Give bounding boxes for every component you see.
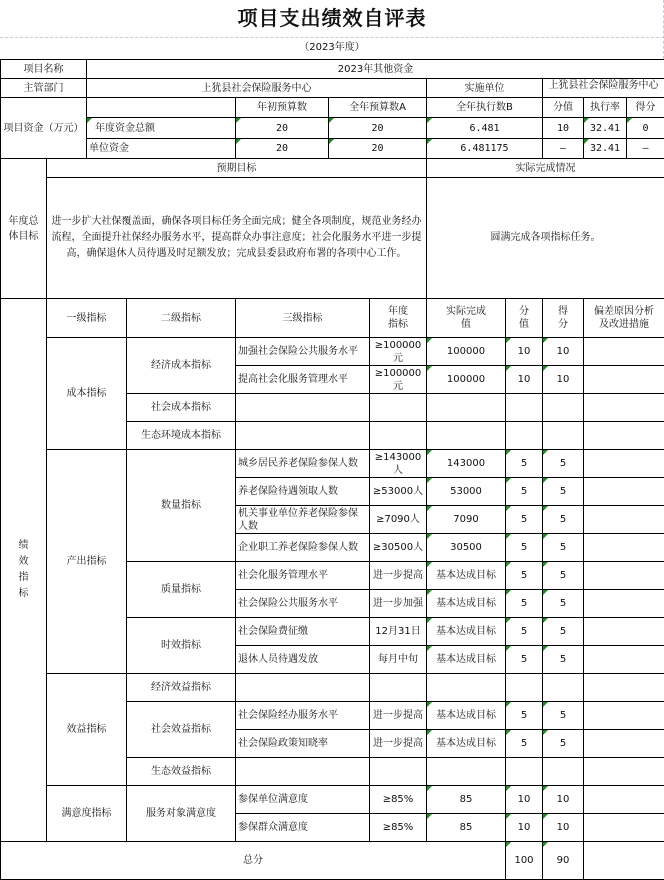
funds-header-score: 得分	[627, 98, 664, 118]
project-info-table	[0, 59, 664, 159]
total-deviation[interactable]	[584, 842, 664, 880]
indicator-deviation[interactable]	[584, 730, 664, 758]
header-level2: 二级指标	[127, 299, 236, 338]
indicator-target[interactable]: ≥143000人	[370, 450, 427, 478]
header-target	[370, 299, 427, 338]
indicator-score[interactable]: 10	[543, 786, 584, 814]
indicator-name[interactable]	[236, 394, 370, 422]
fund-weight[interactable]: 10	[543, 118, 584, 139]
indicator-row	[1, 674, 664, 702]
indicator-actual[interactable]: 基本达成目标	[427, 702, 506, 730]
header-weight-text: 分值	[519, 306, 529, 330]
header-deviation-text: 偏差原因分析及改进措施	[594, 306, 654, 330]
indicator-score[interactable]: 5	[543, 506, 584, 534]
indicator-name: 养老保险待遇领取人数	[236, 478, 370, 506]
goals-label	[1, 159, 47, 299]
funds-label	[1, 98, 87, 159]
indicator-score[interactable]: 5	[543, 618, 584, 646]
indicator-deviation[interactable]	[584, 646, 664, 674]
indicator-deviation[interactable]	[584, 590, 664, 618]
indicator-deviation[interactable]	[584, 422, 664, 450]
indicator-target[interactable]: 每月中旬	[370, 646, 427, 674]
level2-eco-cost: 生态环境成本指标	[127, 422, 236, 450]
goals-table	[0, 158, 664, 299]
indicator-weight[interactable]: 5	[506, 562, 543, 590]
fund-rate[interactable]: 32.41	[584, 118, 627, 139]
indicator-target[interactable]: ≥7090人	[370, 506, 427, 534]
funds-header-weight: 分值	[543, 98, 584, 118]
total-label: 总分	[1, 842, 506, 880]
indicator-name: 退休人员待遇发放	[236, 646, 370, 674]
level2-social-cost: 社会成本指标	[127, 394, 236, 422]
fund-name: 单位资金	[87, 139, 236, 159]
indicator-actual[interactable]: 30500	[427, 534, 506, 562]
level2-economic-cost: 经济成本指标	[127, 338, 236, 394]
indicator-actual[interactable]: 85	[427, 814, 506, 842]
indicator-target[interactable]: ≥100000元	[370, 366, 427, 394]
level2-eco-benefit: 生态效益指标	[127, 758, 236, 786]
indicator-name: 加强社会保险公共服务水平	[236, 338, 370, 366]
indicator-name[interactable]	[236, 758, 370, 786]
indicator-row	[1, 786, 664, 814]
indicator-row	[1, 338, 664, 366]
indicator-score[interactable]: 5	[543, 450, 584, 478]
indicator-score[interactable]	[543, 758, 584, 786]
total-row	[1, 842, 664, 880]
header-weight	[506, 299, 543, 338]
indicator-weight[interactable]	[506, 758, 543, 786]
indicator-name: 社会化服务管理水平	[236, 562, 370, 590]
indicator-weight[interactable]	[506, 422, 543, 450]
level2-economic-benefit: 经济效益指标	[127, 674, 236, 702]
indicators-side-label-text: 绩效指标	[18, 540, 29, 599]
level2-quantity: 数量指标	[127, 450, 236, 562]
funds-row	[1, 118, 664, 139]
indicator-actual[interactable]: 143000	[427, 450, 506, 478]
indicator-deviation[interactable]	[584, 338, 664, 366]
total-weight[interactable]: 100	[506, 842, 543, 880]
indicator-weight[interactable]: 5	[506, 730, 543, 758]
total-score[interactable]: 90	[543, 842, 584, 880]
header-actual-text: 实际完成值	[446, 306, 486, 330]
indicators-side-label	[1, 299, 47, 842]
indicator-weight[interactable]: 10	[506, 338, 543, 366]
indicator-deviation[interactable]	[584, 450, 664, 478]
header-score	[543, 299, 584, 338]
indicator-score[interactable]: 5	[543, 590, 584, 618]
indicator-score[interactable]: 5	[543, 562, 584, 590]
indicator-deviation[interactable]	[584, 394, 664, 422]
indicator-name[interactable]	[236, 422, 370, 450]
indicator-weight[interactable]: 5	[506, 702, 543, 730]
indicator-target[interactable]: ≥30500人	[370, 534, 427, 562]
indicator-weight[interactable]: 5	[506, 646, 543, 674]
indicator-deviation[interactable]	[584, 534, 664, 562]
indicator-name: 社会保险政策知晓率	[236, 730, 370, 758]
indicator-target[interactable]: ≥85%	[370, 786, 427, 814]
header-level1: 一级指标	[47, 299, 127, 338]
indicator-score[interactable]	[543, 674, 584, 702]
indicator-row	[1, 450, 664, 478]
fund-executed[interactable]: 6.481175	[427, 139, 543, 159]
indicator-weight[interactable]: 10	[506, 366, 543, 394]
indicator-name: 机关事业单位养老保险参保人数	[236, 506, 370, 534]
indicator-target[interactable]: ≥85%	[370, 814, 427, 842]
fund-annual[interactable]: 20	[329, 118, 427, 139]
indicator-deviation[interactable]	[584, 478, 664, 506]
indicator-name: 企业职工养老保险参保人数	[236, 534, 370, 562]
dept-label: 主管部门	[1, 79, 87, 98]
indicator-score[interactable]: 5	[543, 478, 584, 506]
indicator-score[interactable]: 5	[543, 702, 584, 730]
indicators-table	[0, 298, 664, 880]
indicator-weight[interactable]: 10	[506, 786, 543, 814]
indicator-actual[interactable]: 基本达成目标	[427, 618, 506, 646]
indicator-name: 社会保险费征缴	[236, 618, 370, 646]
funds-header-annual: 全年预算数A	[329, 98, 427, 118]
indicator-score[interactable]	[543, 394, 584, 422]
indicator-target[interactable]: 进一步加强	[370, 590, 427, 618]
level2-timeliness: 时效指标	[127, 618, 236, 674]
fund-initial[interactable]: 20	[236, 139, 329, 159]
fund-initial[interactable]: 20	[236, 118, 329, 139]
level2-social-benefit: 社会效益指标	[127, 702, 236, 758]
indicator-target[interactable]: 12月31日	[370, 618, 427, 646]
indicator-target[interactable]: ≥53000人	[370, 478, 427, 506]
indicator-actual[interactable]: 7090	[427, 506, 506, 534]
indicator-actual[interactable]	[427, 422, 506, 450]
indicator-name: 提高社会化服务管理水平	[236, 366, 370, 394]
indicator-target[interactable]: 进一步提高	[370, 562, 427, 590]
goals-label-text: 年度总体目标	[8, 215, 39, 242]
level1-cost: 成本指标	[47, 338, 127, 450]
report-year: （2023年度）	[0, 37, 664, 60]
indicator-target[interactable]: ≥100000元	[370, 338, 427, 366]
indicator-deviation[interactable]	[584, 674, 664, 702]
level1-satisfaction: 满意度指标	[47, 786, 127, 842]
header-actual	[427, 299, 506, 338]
indicator-name: 城乡居民养老保险参保人数	[236, 450, 370, 478]
indicator-actual[interactable]	[427, 674, 506, 702]
indicator-actual[interactable]	[427, 394, 506, 422]
indicator-weight[interactable]: 5	[506, 534, 543, 562]
fund-weight[interactable]: —	[543, 139, 584, 159]
funds-header-initial: 年初预算数	[236, 98, 329, 118]
indicator-weight[interactable]: 5	[506, 450, 543, 478]
indicator-score[interactable]: 5	[543, 534, 584, 562]
indicator-name: 社会保险公共服务水平	[236, 590, 370, 618]
project-name-value[interactable]: 2023年其他资金	[87, 60, 664, 79]
indicator-actual[interactable]: 基本达成目标	[427, 730, 506, 758]
indicator-actual[interactable]: 基本达成目标	[427, 646, 506, 674]
indicator-target[interactable]	[370, 758, 427, 786]
indicator-name[interactable]	[236, 674, 370, 702]
indicator-actual[interactable]: 100000	[427, 366, 506, 394]
header-target-text: 年度指标	[388, 306, 408, 330]
fund-score[interactable]: 0	[627, 118, 664, 139]
indicator-deviation[interactable]	[584, 366, 664, 394]
indicator-actual[interactable]: 85	[427, 786, 506, 814]
indicator-deviation[interactable]	[584, 618, 664, 646]
level1-output: 产出指标	[47, 450, 127, 674]
indicator-deviation[interactable]	[584, 758, 664, 786]
header-deviation	[584, 299, 664, 338]
fund-executed[interactable]: 6.481	[427, 118, 543, 139]
funds-header-executed: 全年执行数B	[427, 98, 543, 118]
indicator-score[interactable]: 10	[543, 366, 584, 394]
header-score-text: 得分	[558, 306, 568, 330]
indicator-deviation[interactable]	[584, 702, 664, 730]
indicator-target[interactable]	[370, 422, 427, 450]
impl-value[interactable]: 上犹县社会保险服务中心	[543, 79, 664, 98]
indicator-actual[interactable]: 基本达成目标	[427, 562, 506, 590]
header-level3: 三级指标	[236, 299, 370, 338]
indicator-weight[interactable]	[506, 394, 543, 422]
fund-rate[interactable]: 32.41	[584, 139, 627, 159]
fund-score[interactable]: —	[627, 139, 664, 159]
indicator-name: 参保群众满意度	[236, 814, 370, 842]
indicator-actual[interactable]: 100000	[427, 338, 506, 366]
dept-value[interactable]: 上犹县社会保险服务中心	[87, 79, 427, 98]
indicator-deviation[interactable]	[584, 814, 664, 842]
page-title: 项目支出绩效自评表	[0, 0, 664, 38]
indicator-target[interactable]: 进一步提高	[370, 730, 427, 758]
indicator-actual[interactable]: 53000	[427, 478, 506, 506]
fund-annual[interactable]: 20	[329, 139, 427, 159]
indicator-target[interactable]: 进一步提高	[370, 702, 427, 730]
indicator-name: 社会保险经办服务水平	[236, 702, 370, 730]
indicator-score[interactable]	[543, 422, 584, 450]
level1-benefit: 效益指标	[47, 674, 127, 786]
indicator-weight[interactable]: 5	[506, 478, 543, 506]
indicator-score[interactable]: 5	[543, 730, 584, 758]
level2-service-satisfaction: 服务对象满意度	[127, 786, 236, 842]
funds-header-blank	[87, 98, 236, 118]
funds-row	[1, 139, 664, 159]
impl-label: 实施单位	[427, 79, 543, 98]
indicator-score[interactable]: 10	[543, 338, 584, 366]
indicator-target[interactable]	[370, 674, 427, 702]
project-name-label: 项目名称	[1, 60, 87, 79]
indicator-score[interactable]: 5	[543, 646, 584, 674]
funds-label-text: 项目资金（万元）	[3, 122, 84, 134]
indicator-score[interactable]: 10	[543, 814, 584, 842]
actual-header: 实际完成情况	[427, 159, 664, 178]
expected-header: 预期目标	[47, 159, 427, 178]
indicator-weight[interactable]: 5	[506, 618, 543, 646]
indicator-weight[interactable]: 10	[506, 814, 543, 842]
indicator-weight[interactable]	[506, 674, 543, 702]
expected-goal-text[interactable]: 进一步扩大社保覆盖面，确保各项目标任务全面完成；健全各项制度，规范业务经办流程，全面提升社保经办服务水平，提高群众办事注意度；社会化服务水平进一步提高，确保退休人员待遇及时足额发放；完成县委县政府布署的各项中心工作。	[47, 178, 427, 299]
indicator-target[interactable]	[370, 394, 427, 422]
indicator-weight[interactable]: 5	[506, 506, 543, 534]
fund-name: 年度资金总额	[87, 118, 236, 139]
indicator-deviation[interactable]	[584, 506, 664, 534]
indicator-name: 参保单位满意度	[236, 786, 370, 814]
actual-goal-text[interactable]: 圆满完成各项指标任务。	[427, 178, 664, 299]
indicator-weight[interactable]: 5	[506, 590, 543, 618]
indicator-deviation[interactable]	[584, 562, 664, 590]
indicator-actual[interactable]: 基本达成目标	[427, 590, 506, 618]
funds-header-rate: 执行率	[584, 98, 627, 118]
level2-quality: 质量指标	[127, 562, 236, 618]
indicator-deviation[interactable]	[584, 786, 664, 814]
indicator-actual[interactable]	[427, 758, 506, 786]
